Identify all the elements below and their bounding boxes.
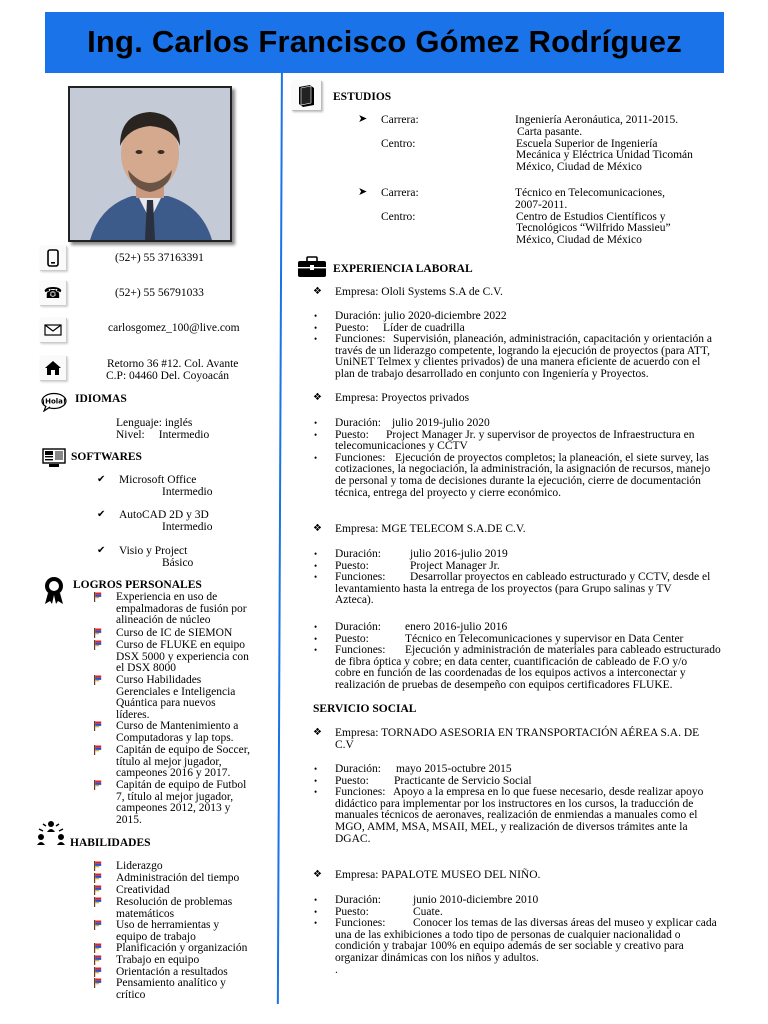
flag-bullet-icon [93, 920, 102, 930]
flag-bullet-icon [93, 675, 102, 685]
habilidad-line: crítico [116, 988, 146, 1001]
funciones-line: de personal y toma de decisiones durante la ejecución, cierre de documentación [335, 475, 701, 487]
bullet-dot-icon: • [314, 560, 318, 571]
flag-bullet-icon [93, 897, 102, 907]
team-skills-icon [35, 818, 67, 846]
address-line2: C.P: 04460 Del. Coyoacán [106, 370, 229, 382]
bullet-dot-icon: • [314, 764, 318, 774]
funciones-line: una de las exhibiciones a todo tipo de personas de cualquier nacionalidad o [335, 928, 681, 941]
funciones-line: de fibra óptica y cobre; en data center, cuantificación de cableado de F.O y/o [335, 655, 688, 668]
diamond-bullet-icon: ❖ [313, 523, 322, 534]
bullet-dot-icon: • [314, 895, 318, 905]
software-name: Visio y Project [119, 545, 188, 557]
empresa-line: C.V [335, 738, 354, 751]
logro-line: título al mejor jugador, [116, 755, 222, 768]
logro-line: Curso de IC de SIEMON [116, 627, 233, 639]
diamond-bullet-icon: ❖ [313, 869, 322, 880]
logro-line: Gerenciales e Inteligencia [116, 685, 236, 698]
duracion-label: Duración: [335, 548, 381, 560]
empresa-line: Empresa: Ololi Systems S.A de C.V. [335, 286, 503, 298]
logro-line: Curso Habilidades [116, 674, 202, 686]
funciones-line: levantamiento hasta la entrega de los proyectos (para Grupo salinas y TV [335, 582, 672, 595]
logros-heading: LOGROS PERSONALES [73, 579, 202, 591]
logro-line: Computadoras y lap tops. [116, 731, 234, 744]
flag-bullet-icon [93, 955, 102, 965]
funciones-line: Conocer los temas de las diversas áreas del museo y explicar cada [413, 917, 717, 930]
puesto-value: Técnico en Telecomunicaciones y supervisor en Data Center [405, 632, 684, 645]
software-name: Microsoft Office [119, 474, 197, 486]
logro-line: Capitán de equipo de Soccer, [116, 744, 250, 756]
trailing-text: . [335, 963, 338, 976]
bullet-dot-icon: • [314, 429, 318, 440]
logro-line: líderes. [116, 708, 150, 721]
logro-line: Curso de FLUKE en equipo [116, 639, 246, 651]
bullet-dot-icon: • [314, 572, 318, 583]
funciones-line: plan de trabajo desarrollado en conjunto con Ingeniería y Proyectos. [335, 368, 649, 380]
logro-line: empalmadoras de fusión por [116, 602, 247, 615]
logro-line: campeones 2016 y 2017. [116, 767, 231, 780]
centro-line: Tecnológicos “Wilfrido Massieu” [516, 222, 671, 235]
bullet-dot-icon: • [314, 311, 318, 321]
puesto-label: Puesto: [335, 632, 369, 645]
software-level: Intermedio [162, 486, 213, 498]
flag-bullet-icon [93, 943, 102, 953]
award-ribbon-icon [40, 575, 68, 605]
funciones-line: través de un liderazgo competente, logrando la ejecución de proyectos (para ATT, [335, 344, 710, 357]
idiomas-heading: IDIOMAS [75, 393, 127, 405]
logro-line: Capitán de equipo de Futbol [116, 779, 247, 791]
flag-bullet-icon [93, 640, 102, 650]
funciones-label: Funciones: [335, 644, 386, 657]
duracion-label: Duración: [335, 763, 381, 775]
habilidad-line: Liderazgo [116, 860, 163, 872]
flag-bullet-icon [93, 745, 102, 755]
flag-bullet-icon [93, 628, 102, 638]
flag-bullet-icon [93, 967, 102, 977]
centro-line: Escuela Superior de Ingeniería [516, 137, 658, 150]
habilidad-line: Orientación a resultados [116, 966, 228, 978]
logro-line: campeones 2012, 2013 y [116, 802, 231, 815]
carrera-line: Ingeniería Aeronáutica, 2011-2015. [515, 114, 679, 126]
diamond-bullet-icon: ❖ [313, 286, 322, 297]
habilidad-line: Uso de herramientas y [116, 919, 220, 931]
speech-bubble-label: ¡Hola! [41, 397, 67, 406]
duracion-label: Duración: [335, 417, 381, 429]
empresa-line: Empresa: PAPALOTE MUSEO DEL NIÑO. [335, 869, 541, 881]
empresa-line: Empresa: TORNADO ASESORIA EN TRANSPORTACIÓN AÉREA S.A. DE [335, 727, 700, 739]
funciones-line: manuales técnicos de aeronaves, realización de enmiendas a manuales como el [335, 809, 698, 822]
funciones-label: Funciones: [335, 333, 386, 346]
flag-bullet-icon [93, 721, 102, 731]
duracion-label: Duración: [335, 894, 381, 906]
puesto-label: Puesto: [335, 559, 369, 572]
centro-line: México, Ciudad de México [516, 233, 642, 246]
funciones-label: Funciones: [335, 571, 386, 584]
telephone-icon: ☎ [40, 281, 67, 306]
funciones-line: realización de pruebas de desempeño con equipos certificadores FLUKE. [335, 679, 673, 691]
carrera-line: 2007-2011. [515, 198, 568, 211]
flag-bullet-icon [93, 873, 102, 883]
habilidades-heading: HABILIDADES [70, 837, 151, 849]
puesto-value: Líder de cuadrilla [383, 321, 465, 334]
phone-landline: (52+) 55 56791033 [115, 287, 204, 299]
funciones-line: Ejecución y administración de materiales para cableado estructurado [405, 644, 721, 657]
centro-label: Centro: [381, 210, 416, 223]
idioma-level-row [116, 429, 209, 441]
experiencia-heading: EXPERIENCIA LABORAL [333, 263, 473, 275]
puesto-value: Practicante de Servicio Social [394, 774, 532, 787]
duracion-value: enero 2016-julio 2016 [405, 621, 508, 633]
habilidad-line: Resolución de problemas [116, 896, 233, 908]
idioma-level-label: Nivel: [116, 429, 145, 441]
checkmark-icon: ✔ [97, 545, 106, 556]
habilidad-line: Trabajo en equipo [116, 954, 200, 966]
puesto-value-cont: telecomunicaciones y CCTV [335, 440, 468, 453]
carrera-line: Carta pasante. [517, 125, 583, 138]
envelope-icon [40, 318, 67, 343]
funciones-line: condición y trabajar 100% en equipo además de ser sociable y creativo para [335, 940, 684, 953]
arrow-bullet-icon: ➤ [358, 185, 368, 198]
duracion-value: mayo 2015-octubre 2015 [396, 763, 512, 775]
diamond-bullet-icon: ❖ [313, 392, 322, 403]
puesto-value: Project Manager Jr. y supervisor de proyectos de Infraestructura en [386, 428, 695, 441]
profile-photo [68, 86, 232, 242]
puesto-label: Puesto: [335, 321, 369, 334]
bullet-dot-icon: • [314, 549, 318, 559]
carrera-line: Técnico en Telecomunicaciones, [515, 187, 666, 199]
puesto-value: Cuate. [413, 905, 443, 918]
candidate-name: Ing. Carlos Francisco Gómez Rodríguez [87, 24, 682, 59]
funciones-line: MGO, AMM, MSA, MSAII, MEL, y realización de diversos trámites ante la [335, 821, 688, 833]
funciones-line: cobre en función de las coordenadas de los equipos activos a interconectar y [335, 667, 686, 680]
habilidad-line: matemáticos [116, 907, 175, 920]
bullet-dot-icon: • [314, 645, 318, 656]
flag-bullet-icon [93, 885, 102, 895]
funciones-line: Desarrollar proyectos en cableado estructurado y CCTV, desde el [410, 571, 711, 584]
idioma-language: Lenguaje: inglés [116, 417, 193, 429]
centro-label: Centro: [381, 137, 416, 150]
logro-line: DSX 5000 y experiencia con [116, 650, 249, 663]
speech-bubble-icon [40, 392, 68, 412]
bullet-dot-icon: • [314, 787, 318, 798]
email: carlosgomez_100@live.com [108, 322, 240, 334]
idioma-level: Intermedio [158, 429, 210, 441]
centro-line: Mecánica y Eléctrica Unidad Ticomán [516, 149, 693, 162]
duracion-label: Duración: [335, 621, 381, 633]
book-icon [292, 81, 322, 111]
puesto-label: Puesto: [335, 774, 369, 787]
flag-bullet-icon [93, 978, 102, 988]
bullet-dot-icon: • [314, 452, 318, 463]
logro-line: Quántica para nuevos [116, 697, 216, 710]
logro-line: 7, título al mejor jugador, [116, 790, 234, 803]
duracion-value: julio 2016-julio 2019 [410, 548, 508, 560]
logro-line: el DSX 8000 [116, 662, 177, 675]
empresa-line: Empresa: MGE TELECOM S.A.DE C.V. [335, 523, 526, 535]
funciones-line: Supervisión, planeación, administración, capacitación y orientación a [393, 333, 713, 346]
computer-icon [42, 448, 66, 468]
puesto-value: Project Manager Jr. [410, 559, 500, 572]
bullet-dot-icon: • [314, 322, 318, 333]
funciones-label: Funciones: [335, 451, 386, 464]
funciones-line: UniNET Telmex y clientes privados) de una manera eficiente de acuerdo con el [335, 356, 701, 369]
duracion-value: julio 2020-diciembre 2022 [384, 310, 507, 322]
logro-line: alineación de núcleo [116, 614, 211, 627]
checkmark-icon: ✔ [97, 509, 106, 520]
estudios-heading: ESTUDIOS [333, 91, 392, 103]
arrow-bullet-icon: ➤ [358, 112, 368, 125]
address-line1: Retorno 36 #12. Col. Avante [107, 358, 239, 370]
puesto-label: Puesto: [335, 428, 369, 441]
puesto-label: Puesto: [335, 905, 369, 918]
mobile-phone-icon [40, 246, 67, 271]
centro-line: Centro de Estudios Científicos y [516, 210, 666, 223]
bullet-dot-icon: • [314, 633, 318, 644]
bullet-dot-icon: • [314, 918, 318, 929]
habilidad-line: Pensamiento analítico y [116, 977, 226, 989]
carrera-label: Carrera: [381, 187, 419, 199]
flag-bullet-icon [93, 592, 102, 602]
logro-line: Curso de Mantenimiento a [116, 720, 239, 732]
habilidad-line: Creatividad [116, 884, 170, 896]
phone-mobile: (52+) 55 37163391 [115, 252, 204, 264]
logro-line: Experiencia en uso de [116, 591, 218, 603]
software-name: AutoCAD 2D y 3D [119, 509, 209, 521]
bullet-dot-icon: • [314, 622, 318, 632]
carrera-label: Carrera: [381, 114, 419, 126]
software-level: Básico [162, 557, 194, 569]
bullet-dot-icon: • [314, 906, 318, 917]
bullet-dot-icon: • [314, 334, 318, 345]
bullet-dot-icon: • [314, 775, 318, 786]
briefcase-icon [297, 256, 327, 278]
empresa-line: Empresa: Proyectos privados [335, 392, 470, 404]
diamond-bullet-icon: ❖ [313, 727, 322, 738]
habilidad-line: equipo de trabajo [116, 930, 196, 943]
habilidad-line: Planificación y organización [116, 942, 248, 954]
software-level: Intermedio [162, 521, 213, 533]
logro-line: 2015. [116, 813, 142, 826]
home-icon [40, 356, 67, 381]
funciones-line: Azteca). [335, 594, 374, 607]
funciones-line: didáctico para implementar por los instructores en los cursos, la traducción de [335, 797, 694, 810]
softwares-heading: SOFTWARES [71, 451, 142, 463]
habilidad-line: Administración del tiempo [116, 872, 240, 884]
funciones-line: organizar dinámicas con los niños y adultos. [335, 952, 539, 964]
duracion-value: julio 2019-julio 2020 [392, 417, 490, 429]
funciones-line: técnica, entrega del proyecto y cierre económico. [335, 486, 562, 499]
funciones-line: cotizaciones, la negociación, la administración, la asignación de recursos, manejo [335, 463, 711, 476]
flag-bullet-icon [93, 780, 102, 790]
flag-bullet-icon [93, 861, 102, 871]
duracion-label: Duración: [335, 310, 381, 322]
column-divider [277, 52, 283, 1004]
duracion-value: junio 2010-diciembre 2010 [413, 894, 539, 906]
funciones-line: Ejecución de proyectos completos; la planeación, el siete survey, las [395, 451, 709, 464]
funciones-label: Funciones: [335, 786, 386, 799]
funciones-label: Funciones: [335, 917, 386, 930]
checkmark-icon: ✔ [97, 474, 106, 485]
servicio-heading: SERVICIO SOCIAL [313, 703, 417, 715]
funciones-line: Apoyo a la empresa en lo que fuese necesario, desde realizar apoyo [393, 786, 704, 799]
bullet-dot-icon: • [314, 418, 318, 428]
centro-line: México, Ciudad de México [516, 160, 642, 173]
funciones-line: DGAC. [335, 832, 371, 845]
